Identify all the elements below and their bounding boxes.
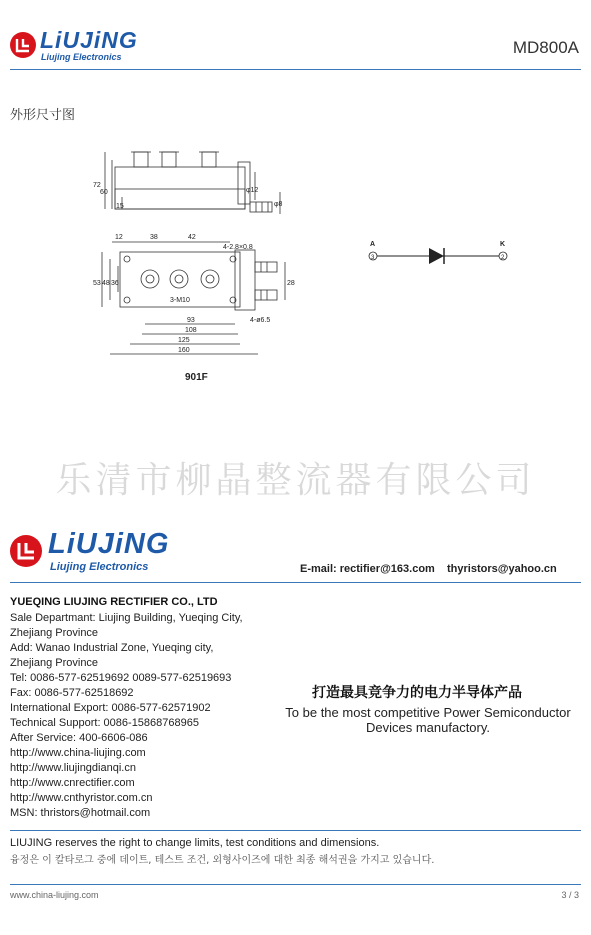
dim-72: 72 — [93, 182, 101, 189]
terminal-2-icon — [170, 270, 188, 288]
terminal-1-icon — [141, 270, 159, 288]
footer-rule — [10, 884, 581, 885]
slogan-chinese: 打造最具竞争力的电力半导体产品 — [312, 685, 522, 701]
footer-logo — [10, 530, 170, 578]
email-secondary[interactable]: thyristors@yahoo.cn — [447, 563, 557, 575]
company-info — [10, 611, 243, 821]
anode-pin: 3 — [371, 255, 375, 261]
info-link[interactable]: http://www.liujingdianqi.cn — [10, 762, 136, 774]
slogan-line: Devices manufactory. — [365, 720, 491, 735]
info-line: After Service: 400-6606-086 — [10, 732, 148, 744]
cathode-pin: 2 — [501, 255, 505, 261]
callout-holes: 4-ø6.5 — [250, 317, 271, 324]
info-link[interactable]: http://www.cnthyristor.com.cn — [10, 792, 153, 804]
info-line: Technical Support: 0086-15868768965 — [10, 717, 199, 729]
info-link[interactable]: http://www.cnrectifier.com — [10, 777, 135, 789]
dim-108: 108 — [185, 327, 197, 334]
header-rule — [10, 69, 581, 70]
dim-93: 93 — [187, 317, 195, 324]
anode-label: A — [370, 241, 376, 248]
diode-symbol — [365, 238, 515, 268]
logo-subtitle: Liujing Electronics — [41, 52, 122, 62]
dim-60: 60 — [100, 189, 108, 196]
info-line: MSN: thristors@hotmail.com — [10, 807, 151, 819]
dim-phi8: φ8 — [274, 201, 283, 208]
dim-125: 125 — [178, 337, 190, 344]
dim-15: 15 — [116, 203, 124, 210]
notice-rule — [10, 830, 581, 831]
logo-word: LiUJiNG — [40, 27, 138, 53]
terminal-3-icon — [201, 270, 219, 288]
header-logo — [10, 27, 138, 66]
side-body — [115, 167, 245, 209]
slogan-line: To be the most competitive Power Semiconductor — [285, 705, 571, 720]
contact-rule — [10, 582, 581, 583]
dim-42: 42 — [188, 234, 196, 241]
disclaimer-english: LIUJING reserves the right to change limits, test conditions and dimensions. — [10, 837, 380, 849]
dim-12: 12 — [115, 234, 123, 241]
info-line: Fax: 0086-577-62518692 — [10, 687, 134, 699]
dim-53: 53 — [93, 280, 101, 287]
callout-m10: 3-M10 — [170, 297, 190, 304]
dim-phi12: φ12 — [246, 187, 259, 194]
outline-drawing — [90, 142, 310, 387]
dim-38: 38 — [150, 234, 158, 241]
callout-lugs: 4-2.8×0.8 — [223, 244, 253, 251]
dim-48: 48 — [102, 280, 110, 287]
page-number: 3 / 3 — [561, 890, 579, 900]
info-line: International Export: 0086-577-62571902 — [10, 702, 211, 714]
info-link[interactable]: http://www.china-liujing.com — [10, 747, 146, 759]
slogan-english — [283, 705, 573, 735]
cathode-label: K — [500, 241, 506, 248]
info-line: Zhejiang Province — [10, 657, 99, 669]
logo-mark-icon — [14, 37, 32, 53]
dim-160: 160 — [178, 347, 190, 354]
info-line: Zhejiang Province — [10, 627, 99, 639]
watermark: 乐清市柳晶整流器有限公司 — [55, 460, 536, 501]
dim-36: 36 — [111, 280, 119, 287]
logo-mark-icon — [15, 541, 37, 561]
section-title: 外形尺寸图 — [10, 108, 76, 123]
model-number: MD800A — [512, 38, 579, 57]
disclaimer-korean: 융정은 이 칼타로그 중에 데이트, 테스트 조건, 외형사이즈에 대한 최종 해석권을 가지고 있습니다. — [10, 855, 435, 866]
email-primary[interactable]: E-mail: rectifier@163.com — [300, 563, 435, 575]
info-line: Sale Departmant: Liujing Building, Yueqing City, — [10, 612, 243, 624]
dim-28: 28 — [287, 280, 295, 287]
logo-subtitle: Liujing Electronics — [50, 561, 149, 573]
info-line: Tel: 0086-577-62519692 0089-577-62519693 — [10, 672, 232, 684]
company-name: YUEQING LIUJING RECTIFIER CO., LTD — [10, 596, 218, 608]
package-name: 901F — [185, 372, 208, 383]
diode-arrow-icon — [429, 248, 444, 264]
footer-url[interactable]: www.china-liujing.com — [10, 890, 99, 900]
logo-word: LiUJiNG — [48, 528, 170, 560]
info-line: Add: Wanao Industrial Zone, Yueqing city, — [10, 642, 214, 654]
